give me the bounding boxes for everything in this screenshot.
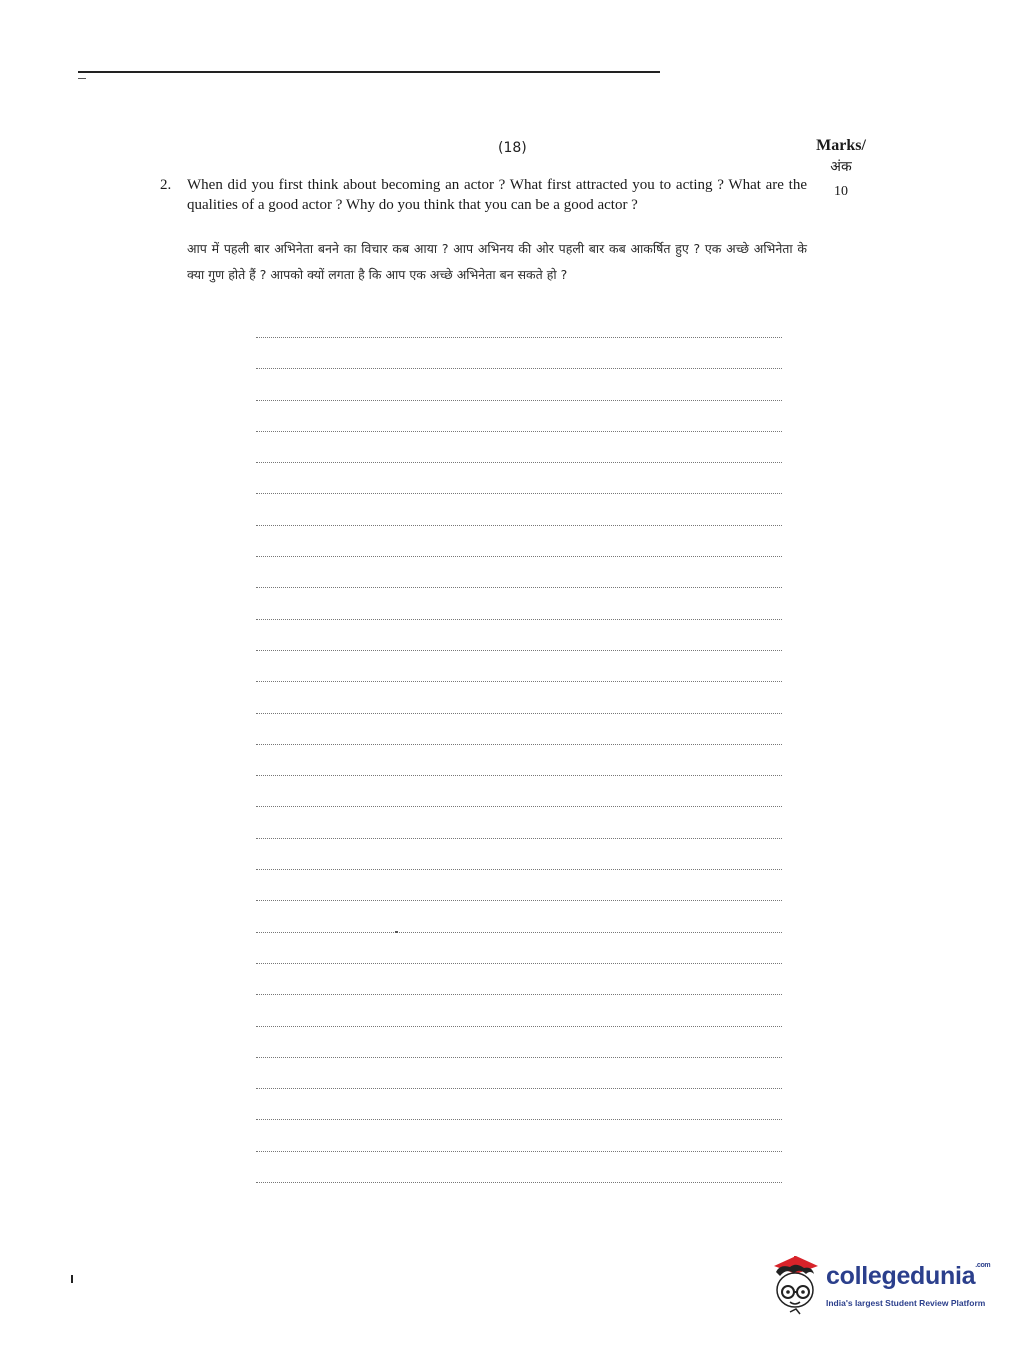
logo-wordmark [826, 1262, 990, 1291]
answer-line [256, 1119, 782, 1120]
answer-lines [256, 337, 782, 1213]
answer-line [256, 1026, 782, 1027]
answer-line [256, 525, 782, 526]
logo-tagline: India's largest Student Review Platform [826, 1298, 986, 1308]
answer-line [256, 368, 782, 369]
answer-line [256, 462, 782, 463]
answer-line [256, 587, 782, 588]
marks-value: 10 [834, 184, 848, 199]
answer-line [256, 1182, 782, 1183]
marks-block [812, 137, 870, 199]
collegedunia-logo [766, 1252, 996, 1322]
marks-label-hindi: अंक [830, 159, 852, 175]
answer-line [256, 619, 782, 620]
question-text-english: When did you first think about becoming an actor ? What first attracted you to acting ? What are the qualities of a good actor ? Why do you think that you can be a good actor ? [187, 177, 807, 213]
logo-name: collegedunia [826, 1262, 976, 1290]
marks-label: Marks/ [816, 137, 866, 154]
top-rule [78, 71, 660, 73]
answer-line [256, 1057, 782, 1058]
answer-line [256, 431, 782, 432]
answer-line [256, 1088, 782, 1089]
answer-line [256, 932, 782, 933]
answer-line [256, 963, 782, 964]
answer-line [256, 681, 782, 682]
answer-line [256, 400, 782, 401]
answer-line [256, 869, 782, 870]
answer-line [256, 493, 782, 494]
answer-line [256, 556, 782, 557]
answer-line [256, 713, 782, 714]
corner-mark [71, 1275, 73, 1283]
answer-line [256, 994, 782, 995]
logo-suffix: .com [975, 1262, 991, 1269]
answer-line [256, 806, 782, 807]
question-text-hindi: आप में पहली बार अभिनेता बनने का विचार कब आया ? आप अभिनय की ओर पहली बार कब आकर्षित हुए ? एक अच्छे अभिनेता के क्या गुण होते हैं ? आपको क्यों लगता है कि आप एक अच्छे अभिनेता बन सकते हो ? [187, 241, 807, 282]
answer-line [256, 1151, 782, 1152]
answer-line [256, 337, 782, 338]
top-rule-tick [78, 78, 86, 79]
question-number: 2. [160, 177, 172, 193]
answer-line [256, 838, 782, 839]
answer-line [256, 900, 782, 901]
answer-line [256, 775, 782, 776]
answer-line [256, 744, 782, 745]
page-number: (18) [498, 140, 527, 156]
answer-line [256, 650, 782, 651]
stray-mark [395, 931, 398, 933]
mascot-icon [766, 1252, 826, 1322]
